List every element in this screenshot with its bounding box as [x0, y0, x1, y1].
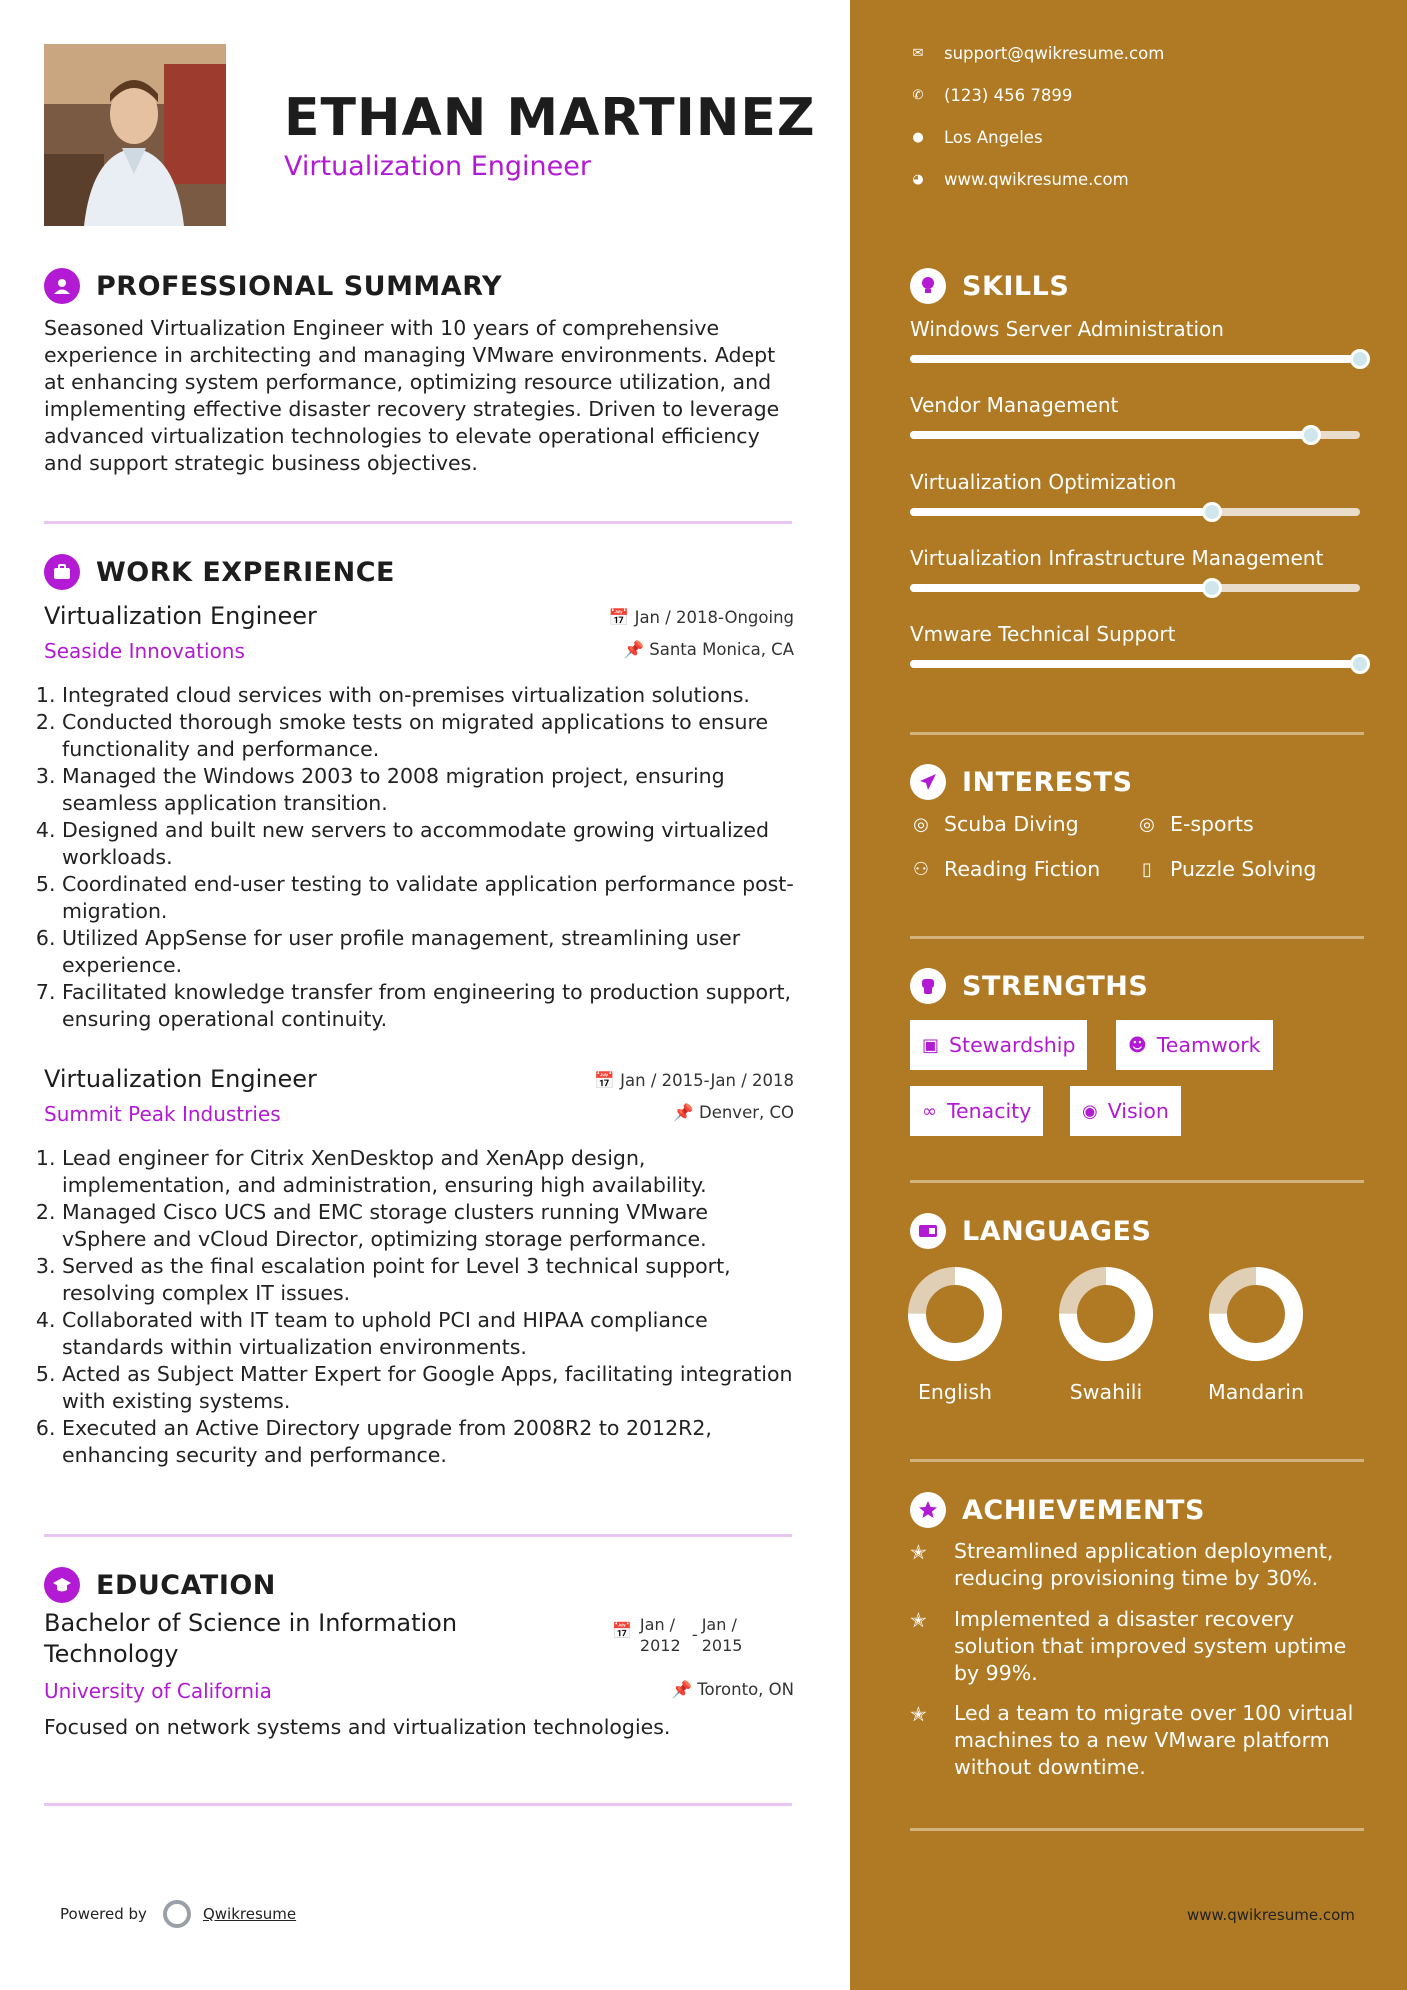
skill-track — [910, 508, 1360, 516]
profile-photo — [44, 44, 226, 226]
job-location: 📌 Denver, CO — [673, 1103, 794, 1122]
list-item: 7. Facilitated knowledge transfer from engineering to production support, ensuring operational continuity. — [62, 979, 794, 1033]
skill-item — [910, 392, 1364, 418]
pin-icon: 📌 — [673, 1103, 694, 1122]
shooting-star-icon: ✭ — [910, 1608, 927, 1632]
contact-email[interactable]: ✉ support@qwikresume.com — [910, 44, 1164, 63]
candidate-name: ETHAN MARTINEZ — [284, 88, 816, 148]
strengths-heading — [910, 968, 1148, 1004]
skill-fill — [910, 431, 1311, 439]
list-item: 2. Managed Cisco UCS and EMC storage clusters running VMware vSphere and vCloud Director, optimizing storage performance. — [62, 1199, 794, 1253]
divider — [44, 1534, 792, 1537]
language-ring — [907, 1266, 1003, 1362]
language-ring — [1208, 1266, 1304, 1362]
divider — [910, 1180, 1364, 1183]
achievement-item: ✭ Implemented a disaster recovery solution that improved system uptime by 99%. — [910, 1607, 1347, 1685]
strengths-title: STRENGTHS — [962, 970, 1149, 1002]
contact-phone[interactable]: ✆ (123) 456 7899 — [910, 86, 1072, 105]
brand-link[interactable]: Qwikresume — [202, 1905, 297, 1923]
skill-fill — [910, 355, 1360, 363]
date-separator: - — [691, 1625, 698, 1644]
contact-website[interactable]: ◕ www.qwikresume.com — [910, 170, 1129, 189]
envelope-icon: ✉ — [912, 46, 924, 61]
summary-title: PROFESSIONAL SUMMARY — [96, 270, 503, 302]
users-icon: ☻ — [1128, 1034, 1147, 1056]
strength-chip: ▣ Stewardship — [910, 1020, 1087, 1070]
divider — [44, 1803, 792, 1806]
language-item — [1196, 1266, 1316, 1404]
language-item — [1046, 1266, 1166, 1404]
job-company: Summit Peak Industries — [44, 1102, 281, 1126]
divider — [910, 1828, 1364, 1831]
powered-by — [60, 1900, 296, 1928]
job-location: 📌 Santa Monica, CA — [623, 640, 794, 659]
education-dates — [612, 1614, 750, 1656]
education-entry — [44, 1608, 794, 1742]
experience-heading — [44, 554, 395, 590]
education-start: Jan / 2012 — [639, 1615, 681, 1655]
divider — [910, 936, 1364, 939]
interest-item: ▯ Puzzle Solving — [1136, 857, 1316, 881]
summary-text: Seasoned Virtualization Engineer with 10 years of comprehensive experience in architecting and managing VMware environments. Adept at enhancing system performance, optimizing resource utilization, and implementing effective disaster recovery strategies. Driven to leverage advanced virtualization technologies to elevate operational efficiency and support strategic business objectives. — [44, 316, 780, 475]
star-icon — [910, 1492, 946, 1528]
achievement-item: ✭ Streamlined application deployment, reducing provisioning time by 30%. — [910, 1539, 1334, 1590]
skill-track — [910, 660, 1360, 668]
phone-icon: ✆ — [912, 88, 924, 103]
education-heading — [44, 1567, 276, 1603]
skill-fill — [910, 660, 1360, 668]
language-item — [895, 1266, 1015, 1404]
skill-knob — [1202, 502, 1222, 522]
sidebar — [850, 0, 1407, 1990]
divider — [910, 732, 1364, 735]
language-ring — [1058, 1266, 1154, 1362]
divider — [44, 521, 792, 524]
fist-icon — [910, 968, 946, 1004]
shooting-star-icon: ✭ — [910, 1540, 927, 1564]
education-title: EDUCATION — [96, 1569, 276, 1601]
interest-item: ◎ E-sports — [1136, 812, 1254, 836]
skill-name: Virtualization Infrastructure Management — [910, 546, 1324, 570]
job-entry — [44, 600, 794, 1033]
list-item: 1. Lead engineer for Citrix XenDesktop and XenApp design, implementation, and administration, ensuring high availability. — [62, 1145, 794, 1199]
calendar-icon: 📅 — [594, 1071, 615, 1090]
strength-chip: ∞ Tenacity — [910, 1086, 1043, 1136]
skill-item — [910, 621, 1364, 647]
achievements-heading — [910, 1492, 1205, 1528]
job-duties — [44, 1145, 794, 1469]
skill-item — [910, 469, 1364, 495]
pin-icon: 📌 — [623, 640, 645, 659]
skill-name: Vendor Management — [910, 393, 1119, 417]
interest-item: ◎ Scuba Diving — [910, 812, 1079, 836]
graduation-cap-icon — [44, 1567, 80, 1603]
calendar-icon: 📅 — [608, 608, 630, 627]
divider — [910, 1459, 1364, 1462]
gamepad-icon: ⚇ — [912, 858, 930, 880]
list-item: 3. Served as the final escalation point for Level 3 technical support, resolving complex IT issues. — [62, 1253, 794, 1307]
job-dates: 📅 Jan / 2015-Jan / 2018 — [594, 1071, 794, 1090]
strength-chip: ◉ Vision — [1070, 1086, 1181, 1136]
lifebuoy-icon: ◎ — [1139, 813, 1155, 835]
user-icon — [44, 268, 80, 304]
skill-name: Vmware Technical Support — [910, 622, 1176, 646]
footer-website[interactable]: www.qwikresume.com — [1187, 1906, 1355, 1924]
list-item: 5. Acted as Subject Matter Expert for Google Apps, facilitating integration with existing systems. — [62, 1361, 794, 1415]
job-title: Virtualization Engineer — [44, 602, 317, 630]
list-item: 3. Managed the Windows 2003 to 2008 migration project, ensuring seamless application transition. — [62, 763, 794, 817]
skill-fill — [910, 584, 1212, 592]
interest-item: ⚇ Reading Fiction — [910, 857, 1100, 881]
language-name: Mandarin — [1208, 1380, 1304, 1404]
qwikresume-logo-icon — [163, 1900, 191, 1928]
list-item: 6. Utilized AppSense for user profile management, streamlining user experience. — [62, 925, 794, 979]
job-duties — [44, 682, 794, 1033]
language-name: Swahili — [1069, 1380, 1143, 1404]
list-item: 5. Coordinated end-user testing to validate application performance post-migration. — [62, 871, 794, 925]
skill-name: Virtualization Optimization — [910, 470, 1177, 494]
skill-knob — [1301, 425, 1321, 445]
languages-heading — [910, 1213, 1151, 1249]
job-entry — [44, 1063, 794, 1469]
skill-name: Windows Server Administration — [910, 317, 1224, 341]
list-item: 4. Collaborated with IT team to uphold PCI and HIPAA compliance standards within virtualization environments. — [62, 1307, 794, 1361]
map-pin-icon: ● — [912, 130, 924, 145]
lifebuoy-icon: ◎ — [913, 813, 929, 835]
interests-heading — [910, 764, 1133, 800]
link-icon: ∞ — [922, 1100, 937, 1122]
candidate-role: Virtualization Engineer — [284, 151, 591, 182]
skill-item — [910, 545, 1364, 571]
skill-knob — [1350, 349, 1370, 369]
translate-icon — [910, 1213, 946, 1249]
binoculars-icon: ◉ — [1082, 1100, 1098, 1122]
shooting-star-icon: ✭ — [910, 1702, 927, 1726]
experience-title: WORK EXPERIENCE — [96, 556, 395, 588]
book-icon: ▯ — [1142, 858, 1152, 880]
job-dates: 📅 Jan / 2018-Ongoing — [608, 608, 794, 627]
briefcase-icon: ▣ — [922, 1034, 940, 1056]
briefcase-icon — [44, 554, 80, 590]
summary-heading — [44, 268, 502, 304]
strength-chip: ☻ Teamwork — [1116, 1020, 1273, 1070]
school: University of California — [44, 1679, 272, 1703]
pin-icon: 📌 — [671, 1680, 693, 1699]
job-company: Seaside Innovations — [44, 639, 245, 663]
list-item: 6. Executed an Active Directory upgrade from 2008R2 to 2012R2, enhancing security and performance. — [62, 1415, 794, 1469]
languages-title: LANGUAGES — [962, 1215, 1152, 1247]
lightbulb-icon — [910, 268, 946, 304]
skill-track — [910, 431, 1360, 439]
language-name: English — [917, 1380, 993, 1404]
achievement-item: ✭ Led a team to migrate over 100 virtual machines to a new VMware platform without downtime. — [910, 1701, 1354, 1779]
job-title: Virtualization Engineer — [44, 1065, 317, 1093]
skill-fill — [910, 508, 1212, 516]
contact-location: ● Los Angeles — [910, 128, 1043, 147]
skills-heading — [910, 268, 1069, 304]
powered-by-label: Powered by — [60, 1905, 147, 1923]
education-location: 📌 Toronto, ON — [671, 1680, 794, 1699]
skills-title: SKILLS — [962, 270, 1070, 302]
degree: Bachelor of Science in Information Technology — [44, 1609, 458, 1668]
paper-plane-icon — [910, 764, 946, 800]
skill-track — [910, 355, 1360, 363]
skill-knob — [1350, 654, 1370, 674]
education-description: Focused on network systems and virtualization technologies. — [44, 1715, 671, 1739]
globe-icon: ◕ — [912, 172, 924, 187]
skill-item — [910, 316, 1364, 342]
education-end: Jan / 2015 — [701, 1615, 743, 1655]
list-item: 2. Conducted thorough smoke tests on migrated applications to ensure functionality and performance. — [62, 709, 794, 763]
list-item: 4. Designed and built new servers to accommodate growing virtualized workloads. — [62, 817, 794, 871]
interests-title: INTERESTS — [962, 766, 1133, 798]
list-item: 1. Integrated cloud services with on-premises virtualization solutions. — [62, 682, 794, 709]
calendar-icon: 📅 — [612, 1621, 632, 1640]
skill-knob — [1202, 578, 1222, 598]
achievements-title: ACHIEVEMENTS — [962, 1494, 1205, 1526]
skill-track — [910, 584, 1360, 592]
